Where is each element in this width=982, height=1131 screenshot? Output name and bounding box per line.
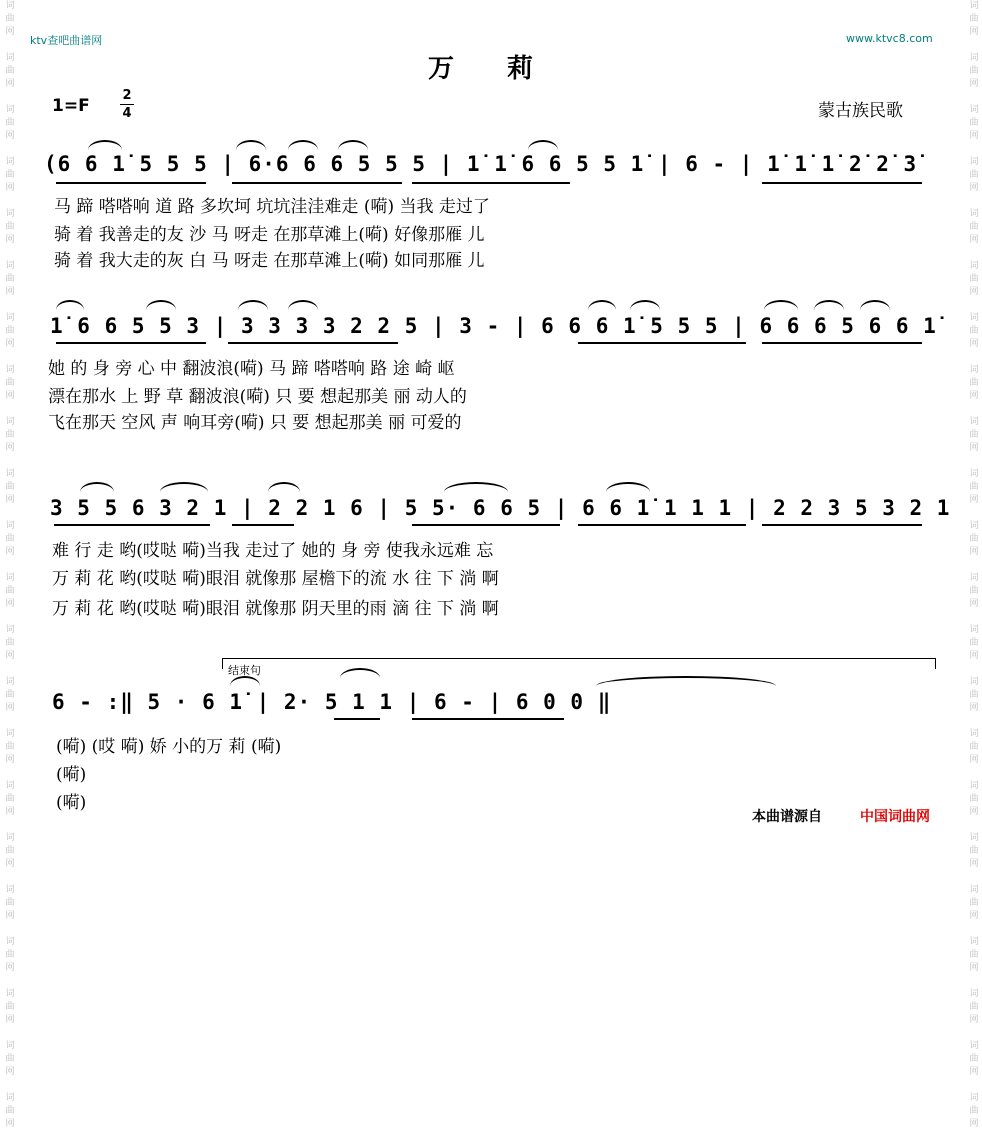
- notation-line-2: 1̇ 6 6 5 5 3 | 3 3 3 3 2 2 5 | 3 - | 6 6 6 1̇ 5 5 5 | 6 6 6 5 6 6 1̇: [50, 314, 937, 338]
- lyric-line-4-verse-1: (嗬) (哎 嗬) 娇 小的万 莉 (嗬): [56, 737, 282, 757]
- footer-source-text: 本曲谱源自: [752, 809, 822, 825]
- lyric-line-4-verse-2: (嗬): [56, 765, 87, 785]
- lyric-line-1-verse-2: 骑 着 我善走的友 沙 马 呀走 在那草滩上(嗬) 好像那雁 儿: [54, 225, 485, 245]
- notation-line-4: 6 - :‖ 5 · 6 1̇ | 2· 5 1 1 | 6 - | 6 0 0 ‖: [52, 690, 612, 714]
- song-title: 万 莉: [428, 54, 556, 84]
- lyric-line-1-verse-1: 马 蹄 嗒嗒响 道 路 多坎坷 坑坑洼洼难走 (嗬) 当我 走过了: [54, 197, 490, 217]
- lyric-line-3-verse-2: 万 莉 花 哟(哎哒 嗬)眼泪 就像那 屋檐下的流 水 往 下 淌 啊: [52, 569, 499, 589]
- lyric-line-2-verse-2: 漂在那水 上 野 草 翻波浪(嗬) 只 要 想起那美 丽 动人的: [48, 387, 467, 407]
- notation-line-1: (6 6 1̇ 5 5 5 | 6·6 6 6 5 5 5 | 1̇ 1̇ 6 6 5 5 1̇ | 6 - | 1̇ 1̇ 1̇ 2̇ 2̇ 3̇: [44, 152, 918, 176]
- lyric-line-3-verse-3: 万 莉 花 哟(哎哒 嗬)眼泪 就像那 阴天里的雨 滴 往 下 淌 啊: [52, 599, 499, 619]
- meter-top: 2: [122, 88, 132, 103]
- ending-label: 结束句: [228, 664, 261, 677]
- ending-bracket: [222, 658, 936, 669]
- lyric-line-3-verse-1: 难 行 走 哟(哎哒 嗬)当我 走过了 她的 身 旁 使我永远难 忘: [52, 541, 494, 561]
- site-url-right[interactable]: www.ktvc8.com: [846, 32, 933, 45]
- key-signature: 1=F: [52, 96, 90, 116]
- notation-line-3: 3 5 5 6 3 2 1 | 2 2 1 6 | 5 5· 6 6 5 | 6 6 1̇ 1 1 1 | 2 2 3 5 3 2 1: [50, 496, 951, 520]
- site-name-left[interactable]: ktv查吧曲谱网: [30, 34, 103, 47]
- meter-bottom: 4: [122, 106, 132, 121]
- lyric-line-2-verse-1: 她 的 身 旁 心 中 翻波浪(嗬) 马 蹄 嗒嗒响 路 途 崎 岖: [48, 359, 455, 379]
- song-genre: 蒙古族民歌: [818, 101, 903, 121]
- lyric-line-1-verse-3: 骑 着 我大走的灰 白 马 呀走 在那草滩上(嗬) 如同那雁 儿: [54, 251, 485, 271]
- footer-brand-link[interactable]: 中国词曲网: [860, 809, 930, 825]
- lyric-line-4-verse-3: (嗬): [56, 793, 87, 813]
- lyric-line-2-verse-3: 飞在那天 空风 声 响耳旁(嗬) 只 要 想起那美 丽 可爱的: [48, 413, 462, 433]
- time-signature: [120, 88, 134, 121]
- watermark-left: 词 曲 网 词 曲 网 词 曲 网 词 曲 网 词 曲 网 词 曲 网 词 曲 网 词 曲 网 词 曲 网 词 曲 网 词 曲 网 词 曲 网 词 曲 网 词 曲 网 词 曲 网 词 曲 网 词 曲 网 词 曲 网 词 曲 网 词 曲 网 词 曲 网 词 曲 网: [5, 1, 15, 1129]
- watermark-right: 词 曲 网 词 曲 网 词 曲 网 词 曲 网 词 曲 网 词 曲 网 词 曲 网 词 曲 网 词 曲 网 词 曲 网 词 曲 网 词 曲 网 词 曲 网 词 曲 网 词 曲 网 词 曲 网 词 曲 网 词 曲 网 词 曲 网 词 曲 网 词 曲 网 词 曲 网: [969, 1, 979, 1129]
